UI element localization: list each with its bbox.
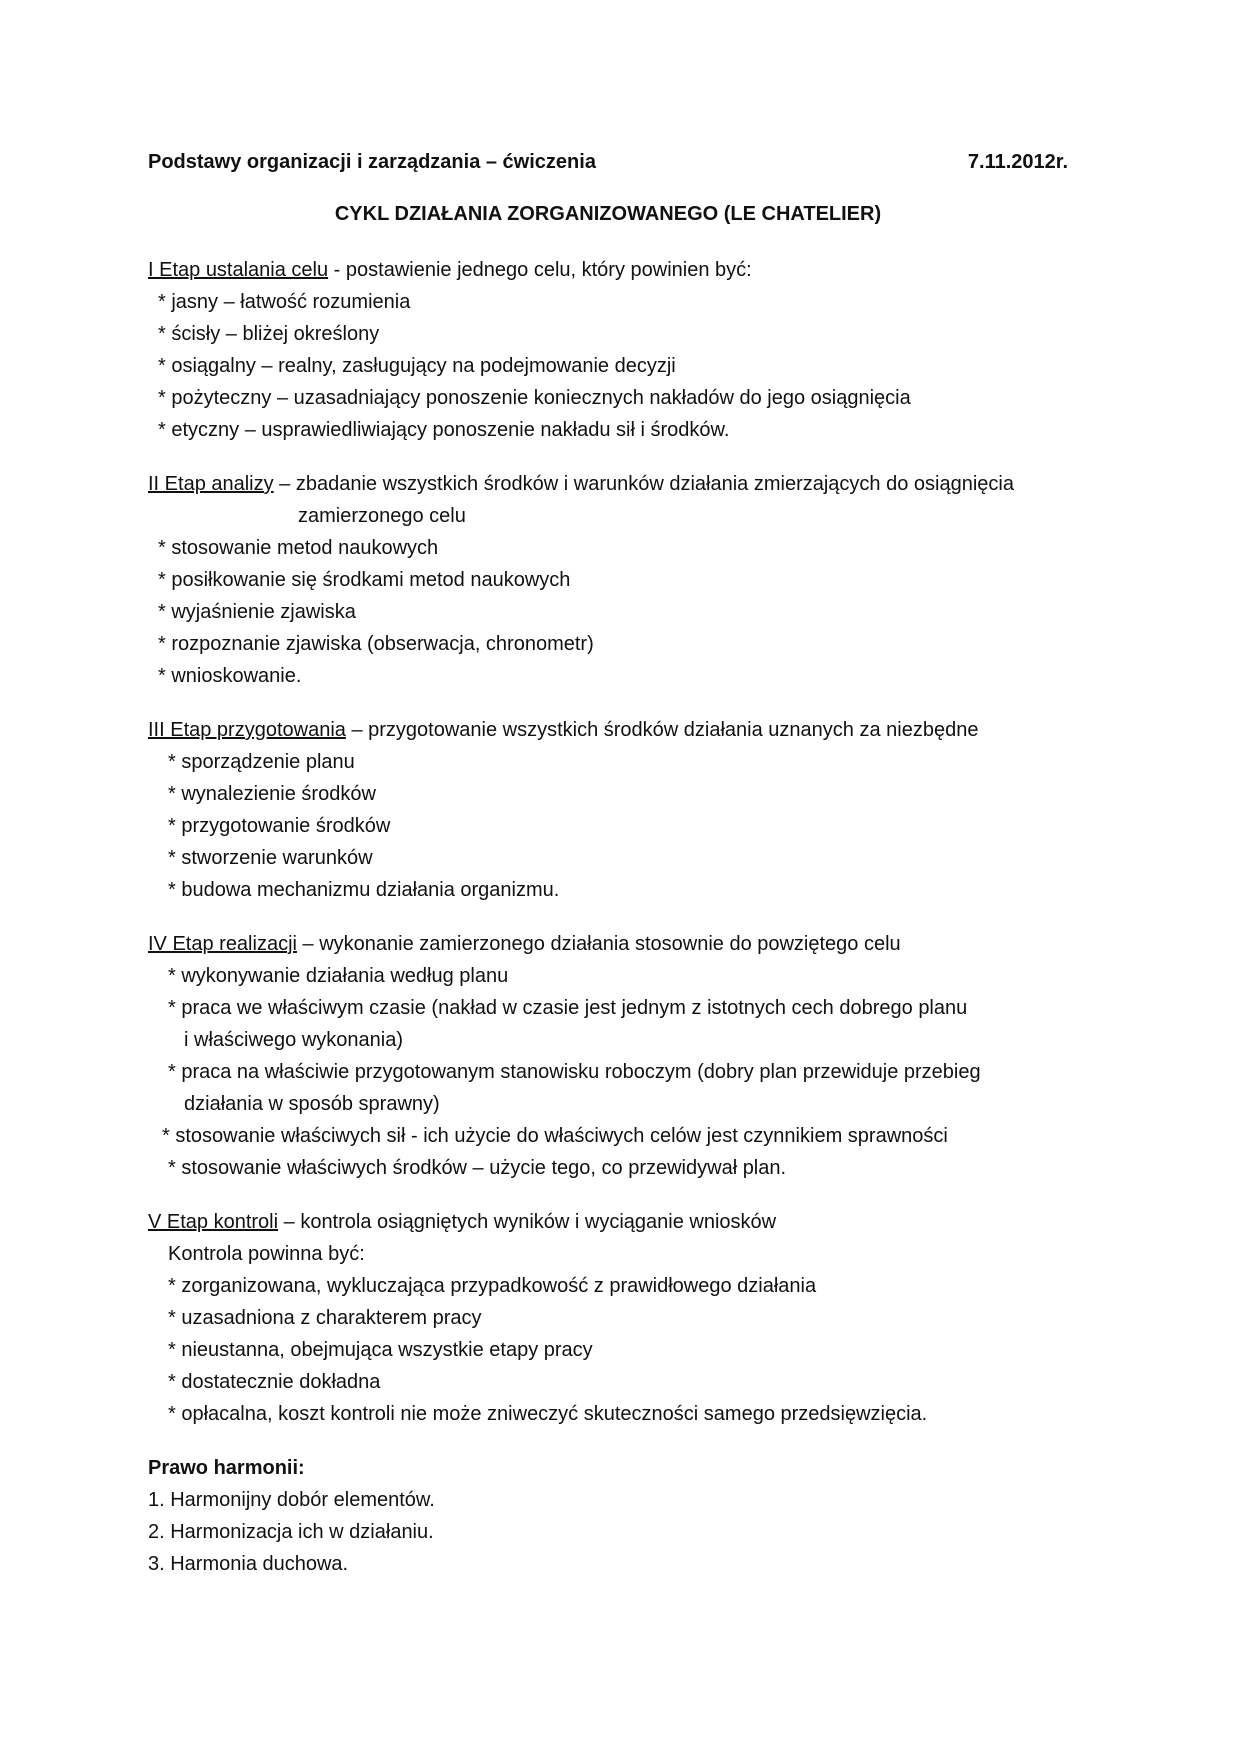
stage-name: II Etap analizy — [148, 473, 274, 495]
stage-name: III Etap przygotowania — [148, 719, 346, 741]
law-heading: Prawo harmonii: — [148, 1457, 305, 1479]
section-stage-4 — [148, 928, 1078, 1184]
list-item: * pożyteczny – uzasadniający ponoszenie koniecznych nakładów do jego osiągnięcia — [158, 387, 911, 409]
section-stage-1 — [148, 254, 1078, 446]
list-item-continued: działania w sposób sprawny) — [184, 1093, 440, 1115]
list-item: * etyczny – usprawiedliwiający ponoszenie nakładu sił i środków. — [158, 419, 730, 441]
list-item: * wykonywanie działania według planu — [168, 965, 509, 987]
list-item: * praca we właściwym czasie (nakład w czasie jest jednym z istotnych cech dobrego planu — [168, 997, 968, 1019]
stage-heading — [148, 928, 1078, 960]
stage-description: – przygotowanie wszystkich środków działania uznanych za niezbędne — [345, 719, 979, 741]
list-item: * praca na właściwie przygotowanym stanowisku roboczym (dobry plan przewiduje przebieg — [168, 1061, 981, 1083]
numbered-item: 1. Harmonijny dobór elementów. — [148, 1489, 435, 1511]
list-item: * dostatecznie dokładna — [168, 1371, 381, 1393]
stage-description-continued: zamierzonego celu — [298, 505, 466, 527]
list-item-continued: i właściwego wykonania) — [184, 1029, 403, 1051]
stage-heading — [148, 468, 1078, 500]
list-item: * stosowanie metod naukowych — [158, 537, 439, 559]
stage-description: – zbadanie wszystkich środków i warunków działania zmierzających do osiągnięcia — [273, 473, 1014, 495]
numbered-item: 3. Harmonia duchowa. — [148, 1553, 349, 1575]
stage-name: I Etap ustalania celu — [148, 259, 329, 281]
list-item: * opłacalna, koszt kontroli nie może zniweczyć skuteczności samego przedsięwzięcia. — [168, 1403, 928, 1425]
stage-description: - postawienie jednego celu, który powinien być: — [328, 259, 752, 281]
document-body — [148, 254, 1078, 1602]
stage-heading — [148, 254, 1078, 286]
list-item: * wynalezienie środków — [168, 783, 376, 805]
list-item: * stosowanie właściwych środków – użycie tego, co przewidywał plan. — [168, 1157, 787, 1179]
list-item: * jasny – łatwość rozumienia — [158, 291, 411, 313]
section-stage-2 — [148, 468, 1078, 692]
control-intro: Kontrola powinna być: — [168, 1243, 365, 1265]
document-date: 7.11.2012r. — [967, 151, 1068, 173]
list-item: * ścisły – bliżej określony — [158, 323, 380, 345]
course-title: Podstawy organizacji i zarządzania – ćwiczenia — [148, 151, 596, 173]
list-item: * posiłkowanie się środkami metod naukowych — [158, 569, 571, 591]
list-item: * nieustanna, obejmująca wszystkie etapy pracy — [168, 1339, 593, 1361]
document-title: CYKL DZIAŁANIA ZORGANIZOWANEGO (LE CHATELIER) — [334, 203, 882, 225]
list-item: * zorganizowana, wykluczająca przypadkowość z prawidłowego działania — [168, 1275, 817, 1297]
section-stage-5 — [148, 1206, 1078, 1430]
stage-heading — [148, 1206, 1078, 1238]
list-item: * uzasadniona z charakterem pracy — [168, 1307, 482, 1329]
stage-heading — [148, 714, 1078, 746]
numbered-item: 2. Harmonizacja ich w działaniu. — [148, 1521, 434, 1543]
list-item: * sporządzenie planu — [168, 751, 355, 773]
list-item: * osiągalny – realny, zasługujący na podejmowanie decyzji — [158, 355, 676, 377]
section-law-of-harmony — [148, 1452, 1078, 1580]
list-item: * budowa mechanizmu działania organizmu. — [168, 879, 560, 901]
list-item: * wyjaśnienie zjawiska — [158, 601, 356, 623]
list-item: * stworzenie warunków — [168, 847, 373, 869]
stage-description: – kontrola osiągniętych wyników i wyciąganie wniosków — [278, 1211, 777, 1233]
document-header — [148, 148, 1068, 176]
stage-name: IV Etap realizacji — [148, 933, 297, 955]
section-stage-3 — [148, 714, 1078, 906]
list-item: * przygotowanie środków — [168, 815, 391, 837]
stage-name: V Etap kontroli — [148, 1211, 279, 1233]
list-item: * stosowanie właściwych sił - ich użycie do właściwych celów jest czynnikiem sprawności — [162, 1125, 948, 1147]
list-item: * wnioskowanie. — [158, 665, 302, 687]
list-item: * rozpoznanie zjawiska (obserwacja, chronometr) — [158, 633, 594, 655]
stage-description: – wykonanie zamierzonego działania stosownie do powziętego celu — [296, 933, 901, 955]
